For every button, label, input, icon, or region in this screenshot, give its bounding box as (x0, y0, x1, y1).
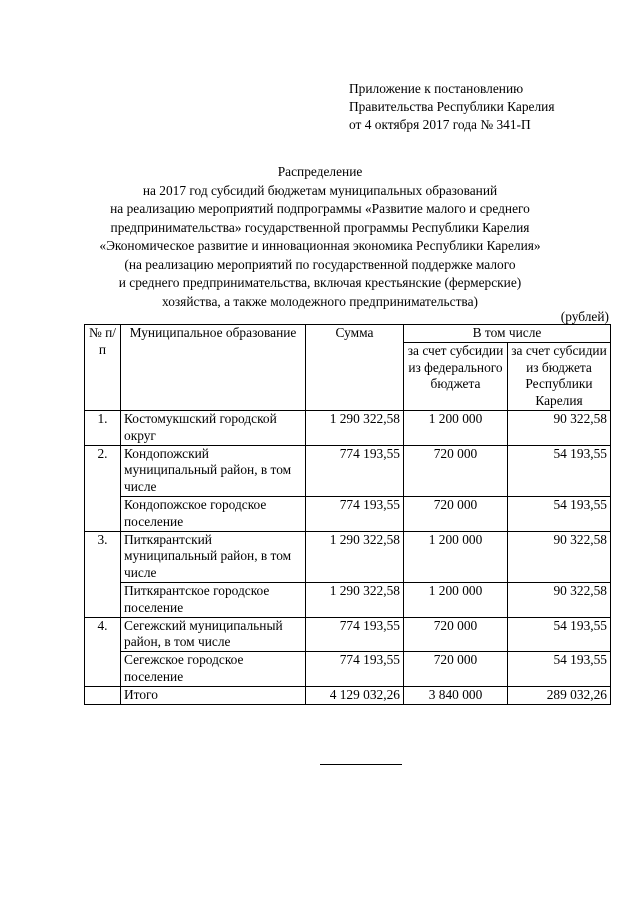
row-municipality: Кондопожское городское поселение (121, 496, 306, 531)
appendix-line-2: Правительства Республики Карелия (349, 99, 555, 114)
header-including: В том числе (404, 325, 611, 343)
total-federal: 3 840 000 (404, 686, 508, 704)
header-federal: за счет субсидии из федерального бюджета (404, 342, 508, 410)
row-regional: 54 193,55 (508, 617, 611, 652)
currency-unit: (рублей) (560, 309, 609, 324)
row-regional: 54 193,55 (508, 445, 611, 496)
table-row (85, 582, 611, 617)
row-municipality: Питкярантский муниципальный район, в том числе (121, 531, 306, 582)
row-municipality: Кондопожский муниципальный район, в том числе (121, 445, 306, 496)
title-line-7: и среднего предпринимательства, включая крестьянские (фермерские) (118, 275, 522, 290)
row-sum: 1 290 322,58 (306, 531, 404, 582)
row-sum: 774 193,55 (306, 652, 404, 687)
row-federal: 720 000 (404, 445, 508, 496)
total-sum: 4 129 032,26 (306, 686, 404, 704)
row-sum: 774 193,55 (306, 496, 404, 531)
title-line-3: на реализацию мероприятий подпрограммы «Развитие малого и среднего (110, 201, 530, 216)
row-regional: 90 322,58 (508, 582, 611, 617)
row-federal: 1 200 000 (404, 531, 508, 582)
row-sum: 774 193,55 (306, 445, 404, 496)
row-sum: 1 290 322,58 (306, 582, 404, 617)
header-num: № п/п (85, 325, 121, 411)
title-line-6: (на реализацию мероприятий по государственной поддержке малого (124, 256, 516, 272)
table-row (85, 617, 611, 652)
table-row (85, 410, 611, 445)
distribution-table (84, 324, 611, 705)
title-line-1: Распределение (277, 164, 363, 179)
row-regional: 54 193,55 (508, 496, 611, 531)
header-regional: за счет субсидии из бюджета Республики Карелия (508, 342, 611, 410)
appendix-line-1: Приложение к постановлению (349, 81, 524, 96)
closing-separator-line (320, 764, 402, 765)
table-row (85, 531, 611, 582)
row-num: 1. (85, 410, 121, 445)
row-num: 3. (85, 531, 121, 617)
row-municipality: Сегежский муниципальный район, в том числе (121, 617, 306, 652)
row-sum: 1 290 322,58 (306, 410, 404, 445)
header-municipality: Муниципальное образование (121, 325, 306, 411)
row-num: 2. (85, 445, 121, 531)
row-federal: 720 000 (404, 496, 508, 531)
total-row (85, 686, 611, 704)
row-regional: 54 193,55 (508, 652, 611, 687)
appendix-line-3: от 4 октября 2017 года № 341-П (349, 117, 531, 132)
document-title (60, 163, 580, 311)
header-row-1 (85, 325, 611, 343)
title-line-2: на 2017 год субсидий бюджетам муниципальных образований (142, 182, 498, 198)
total-num (85, 686, 121, 704)
row-regional: 90 322,58 (508, 531, 611, 582)
table-row (85, 445, 611, 496)
total-label: Итого (121, 686, 306, 704)
title-line-4: предпринимательства» государственной программы Республики Карелия (110, 219, 530, 235)
table-row (85, 652, 611, 687)
title-line-5: «Экономическое развитие и инновационная экономика Республики Карелия» (99, 238, 541, 253)
row-num: 4. (85, 617, 121, 686)
title-line-8: хозяйства, а также молодежного предпринимательства) (162, 293, 478, 309)
row-municipality: Сегежское городское поселение (121, 652, 306, 687)
row-federal: 1 200 000 (404, 410, 508, 445)
table-row (85, 496, 611, 531)
row-federal: 720 000 (404, 617, 508, 652)
header-sum: Сумма (306, 325, 404, 411)
row-regional: 90 322,58 (508, 410, 611, 445)
row-federal: 720 000 (404, 652, 508, 687)
row-municipality: Питкярантское городское поселение (121, 582, 306, 617)
appendix-header (349, 80, 609, 134)
row-federal: 1 200 000 (404, 582, 508, 617)
total-regional: 289 032,26 (508, 686, 611, 704)
row-sum: 774 193,55 (306, 617, 404, 652)
row-municipality: Костомукшский городской округ (121, 410, 306, 445)
